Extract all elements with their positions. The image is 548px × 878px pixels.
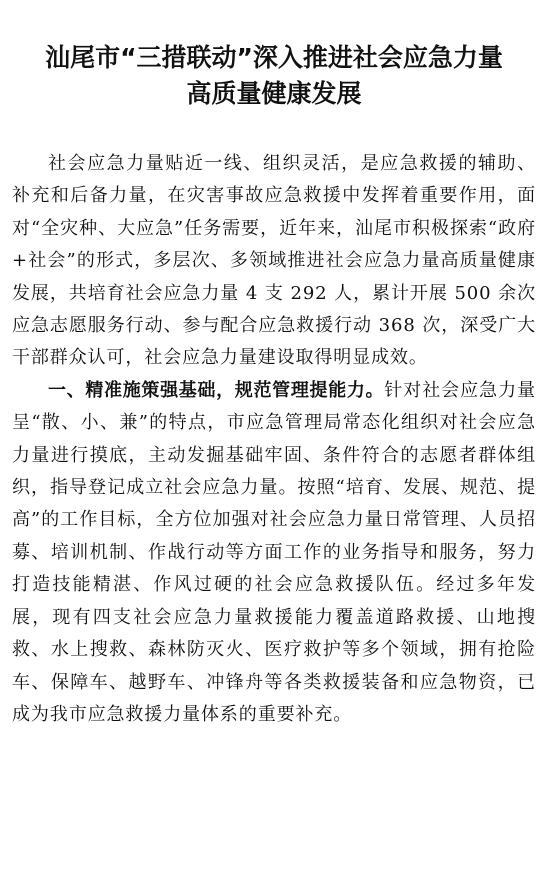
article-body	[12, 148, 536, 731]
article-title-line-2: 高质量健康发展	[186, 79, 362, 108]
section-1-heading: 一、精准施策强基础，规范管理提能力。	[48, 379, 385, 401]
article-title	[12, 40, 536, 112]
paragraph-intro	[12, 148, 536, 375]
section-1-text: 针对社会应急力量呈“散、小、兼”的特点，市应急管理局常态化组织对社会应急力量进行摸底，主动发掘基础牢固、条件符合的志愿者群体组织，指导登记成立社会应急力量。按照“培育、发展、规范、提高”的工作目标，全方位加强对社会应急力量日常管理、人员招募、培训机制、作战行动等方面工作的业务指导和服务，努力打造技能精湛、作风过硬的社会应急救援队伍。经过多年发展，现有四支社会应急力量救援能力覆盖道路救援、山地搜救、水上搜救、森林防灭火、医疗救护等多个领域，拥有抢险车、保障车、越野车、冲锋舟等各类救援装备和应急物资，已成为我市应急救援力量体系的重要补充。	[12, 379, 536, 725]
article-title-line-1: 汕尾市“三措联动”深入推进社会应急力量	[45, 43, 503, 72]
paragraph-intro-text: 社会应急力量贴近一线、组织灵活，是应急救援的辅助、补充和后备力量，在灾害事故应急救援中发挥着重要作用，面对“全灾种、大应急”任务需要，近年来，汕尾市积极探索“政府+社会”的形式，多层次、多领域推进社会应急力量高质量健康发展，共培育社会应急力量 4 支 292 人，累计开展 500 余次应急志愿服务行动、参与配合应急救援行动 368 次，深受广大干部群众认可，社会应急力量建设取得明显成效。	[12, 153, 536, 369]
paragraph-section-1	[12, 375, 536, 731]
